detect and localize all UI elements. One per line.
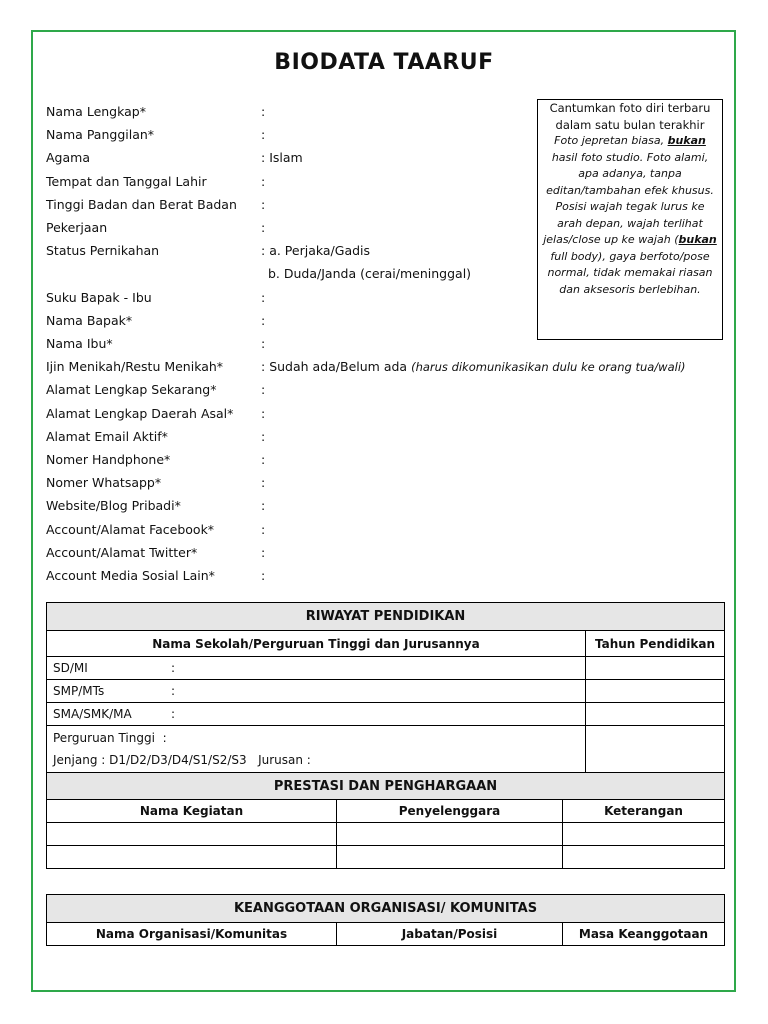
field-value[interactable]: : <box>261 104 266 119</box>
field-label: Account/Alamat Twitter* <box>46 545 198 560</box>
field-value[interactable]: : <box>261 220 266 235</box>
table-cell[interactable] <box>563 846 725 869</box>
field-label: Account/Alamat Facebook* <box>46 522 215 537</box>
field-value[interactable]: : <box>261 452 266 467</box>
table-row[interactable]: SMA/SMK/MA : <box>47 703 586 726</box>
field-value[interactable]: : <box>261 545 266 560</box>
field-label: Ijin Menikah/Restu Menikah* <box>46 359 224 374</box>
organization-table <box>46 894 725 946</box>
table-row[interactable]: Perguruan Tinggi : Jenjang : D1/D2/D3/D4/S1/S2/S3 Jurusan : <box>47 726 586 773</box>
achievement-table <box>46 772 725 869</box>
field-value[interactable]: : <box>261 197 266 212</box>
field-label: Website/Blog Pribadi* <box>46 498 181 513</box>
photo-placeholder[interactable] <box>537 99 723 340</box>
field-value[interactable]: : <box>261 568 266 583</box>
organization-header: KEANGGOTAAN ORGANISASI/ KOMUNITAS <box>47 895 725 923</box>
achievement-col-activity: Nama Kegiatan <box>47 800 337 823</box>
education-col-year: Tahun Pendidikan <box>586 631 725 657</box>
field-label: Nomer Handphone* <box>46 452 171 467</box>
education-table <box>46 602 725 773</box>
organization-col-name: Nama Organisasi/Komunitas <box>47 923 337 946</box>
table-cell[interactable] <box>586 680 725 703</box>
table-row[interactable] <box>47 846 725 869</box>
photo-instruction-title: Cantumkan foto diri terbaru dalam satu bulan terakhir <box>549 101 711 132</box>
field-label: Suku Bapak - Ibu <box>46 290 152 305</box>
field-label: Nomer Whatsapp* <box>46 475 162 490</box>
organization-col-position: Jabatan/Posisi <box>337 923 563 946</box>
education-header: RIWAYAT PENDIDIKAN <box>47 603 725 631</box>
field-label: Pekerjaan <box>46 220 108 235</box>
field-note: (harus dikomunikasikan dulu ke orang tua/wali) <box>411 360 686 374</box>
organization-col-period: Masa Keanggotaan <box>563 923 725 946</box>
field-value[interactable]: : <box>261 429 266 444</box>
field-label: Nama Bapak* <box>46 313 133 328</box>
field-value[interactable]: : Islam <box>261 150 303 165</box>
achievement-header: PRESTASI DAN PENGHARGAAN <box>47 773 725 800</box>
field-label: Nama Ibu* <box>46 336 113 351</box>
field-label: Tinggi Badan dan Berat Badan <box>46 197 237 212</box>
field-value[interactable]: : <box>261 406 266 421</box>
field-value[interactable]: : <box>261 313 266 328</box>
table-cell[interactable] <box>337 823 563 846</box>
field-label: Alamat Email Aktif* <box>46 429 168 444</box>
education-col-school: Nama Sekolah/Perguruan Tinggi dan Jurusannya <box>47 631 586 657</box>
field-value[interactable]: : <box>261 336 266 351</box>
table-cell[interactable] <box>586 726 725 773</box>
field-label: Account Media Sosial Lain* <box>46 568 215 583</box>
field-label: Alamat Lengkap Sekarang* <box>46 382 217 397</box>
field-label: Alamat Lengkap Daerah Asal* <box>46 406 234 421</box>
field-value[interactable]: : <box>261 127 266 142</box>
achievement-col-organizer: Penyelenggara <box>337 800 563 823</box>
field-value[interactable]: : <box>261 382 266 397</box>
table-row[interactable] <box>47 823 725 846</box>
table-row[interactable]: SD/MI : <box>47 657 586 680</box>
field-label: Agama <box>46 150 90 165</box>
table-cell[interactable] <box>337 846 563 869</box>
field-label: Nama Panggilan* <box>46 127 155 142</box>
table-cell[interactable] <box>47 846 337 869</box>
field-label: Status Pernikahan <box>46 243 160 258</box>
field-label: Tempat dan Tanggal Lahir <box>46 174 207 189</box>
field-value[interactable]: : <box>261 475 266 490</box>
field-label: Nama Lengkap* <box>46 104 146 119</box>
table-cell[interactable] <box>586 657 725 680</box>
field-value[interactable]: : <box>261 290 266 305</box>
field-value[interactable]: : Sudah ada/Belum ada (harus dikomunikasikan dulu ke orang tua/wali) <box>261 359 686 374</box>
table-cell[interactable] <box>47 823 337 846</box>
field-value[interactable]: : <box>261 174 266 189</box>
table-cell[interactable] <box>563 823 725 846</box>
page-title: BIODATA TAARUF <box>274 50 494 75</box>
field-value[interactable]: : a. Perjaka/Gadis <box>261 243 371 258</box>
status-option-b: b. Duda/Janda (cerai/meninggal) <box>268 266 472 281</box>
achievement-col-notes: Keterangan <box>563 800 725 823</box>
field-value[interactable]: : <box>261 498 266 513</box>
table-cell[interactable] <box>586 703 725 726</box>
photo-instruction-text: Foto jepretan biasa, bukan hasil foto studio. Foto alami, apa adanya, tanpa editan/tambahan efek khusus. Posisi wajah tegak lurus ke arah depan, wajah terlihat jelas/close up ke wajah (bukan full body), gaya berfoto/pose normal, tidak memakai riasan dan aksesoris berlebihan. <box>543 134 717 296</box>
table-row[interactable]: SMP/MTs : <box>47 680 586 703</box>
field-value[interactable]: : <box>261 522 266 537</box>
